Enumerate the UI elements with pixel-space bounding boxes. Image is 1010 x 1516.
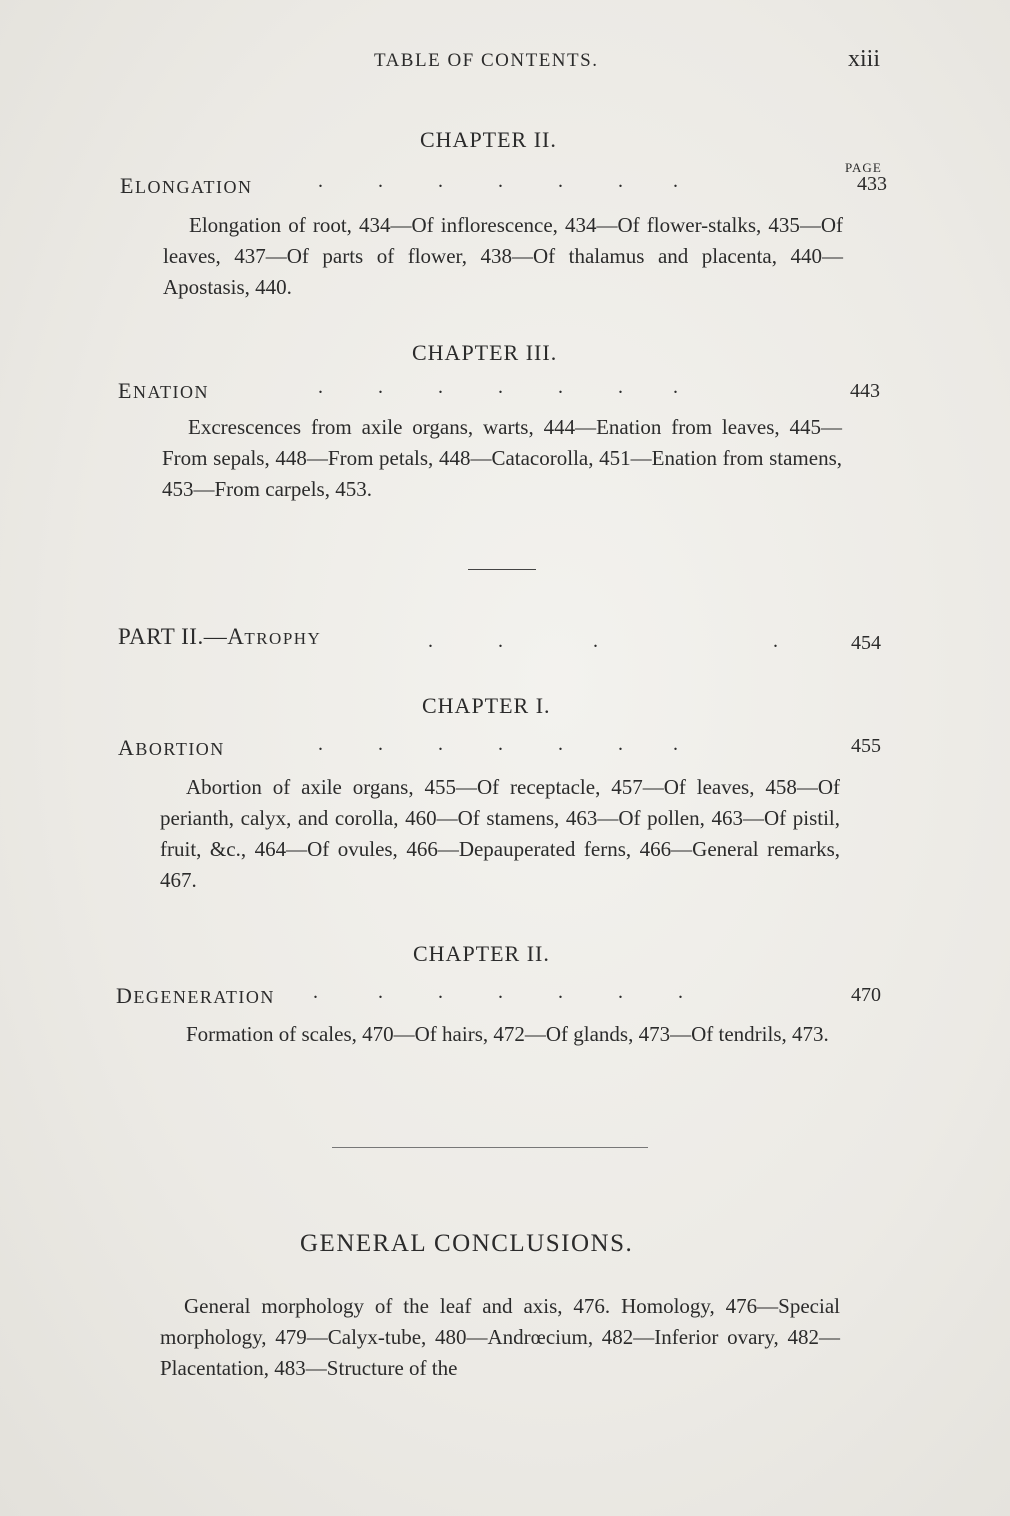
conclusions-heading: GENERAL CONCLUSIONS. [300, 1230, 634, 1257]
title-initial: D [116, 983, 134, 1008]
part-title [118, 624, 321, 650]
page-number-enation: 443 [850, 380, 880, 402]
title-rest: EGENERATION [133, 987, 275, 1007]
part-title-rest: TROPHY [244, 629, 322, 648]
title-rest: NATION [132, 382, 209, 402]
title-initial: E [120, 173, 135, 198]
title-initial: E [118, 378, 133, 403]
summary-enation: Excrescences from axile organs, warts, 444—Enation from leaves, 445—From sepals, 448—From petals, 448—Catacorolla, 451—Enation from stamens, 453—From carpels, 453. [162, 415, 842, 501]
entry-title-enation [118, 378, 209, 404]
summary-conclusions: General morphology of the leaf and axis, 476. Homology, 476—Special morphology, 479—Calyx-tube, 480—Andrœcium, 482—Inferior ovary, 482—Placentation, 483—Structure of the [160, 1294, 840, 1380]
chapter-heading-abortion: CHAPTER I. [422, 693, 551, 718]
page-number-degeneration: 470 [851, 984, 881, 1006]
section-divider [468, 569, 536, 570]
page-number-elongation: 433 [857, 173, 887, 195]
title-rest: LONGATION [134, 177, 253, 197]
dot-leader: . . . . . . . [318, 376, 678, 398]
page-number-part2: 454 [851, 632, 881, 654]
summary-elongation: Elongation of root, 434—Of inflorescence, 434—Of flower-stalks, 435—Of leaves, 437—Of parts of flower, 438—Of thalamus and placenta, 440—Apostasis, 440. [163, 213, 843, 299]
page-column-label: PAGE [845, 160, 882, 175]
entry-title-abortion [118, 735, 225, 761]
entry-title-elongation [120, 173, 252, 199]
chapter-heading-degeneration: CHAPTER II. [413, 941, 550, 966]
section-divider-long [332, 1147, 648, 1148]
entry-title-degeneration [116, 983, 275, 1009]
title-initial: A [118, 735, 136, 760]
summary-abortion: Abortion of axile organs, 455—Of receptacle, 457—Of leaves, 458—Of perianth, calyx, and corolla, 460—Of stamens, 463—Of pollen, 463—Of pistil, fruit, &c., 464—Of ovules, 466—Depauperated ferns, 466—General remarks, 467. [160, 775, 840, 892]
dot-leader: . . . . . . . [318, 170, 678, 192]
running-head: TABLE OF CONTENTS. [374, 50, 599, 71]
page-folio: xiii [848, 46, 881, 72]
part-title-main: PART II.—A [118, 624, 245, 649]
chapter-heading-elongation: CHAPTER II. [420, 127, 557, 152]
title-rest: BORTION [135, 739, 225, 759]
dot-leader: . . . . . . . [313, 981, 683, 1003]
dot-leader: . . . . . . . [318, 733, 678, 755]
chapter-heading-enation: CHAPTER III. [412, 340, 558, 365]
dot-leader: . . . . [428, 630, 778, 652]
page-number-abortion: 455 [851, 735, 881, 757]
summary-degeneration: Formation of scales, 470—Of hairs, 472—Of glands, 473—Of tendrils, 473. [186, 1022, 829, 1046]
